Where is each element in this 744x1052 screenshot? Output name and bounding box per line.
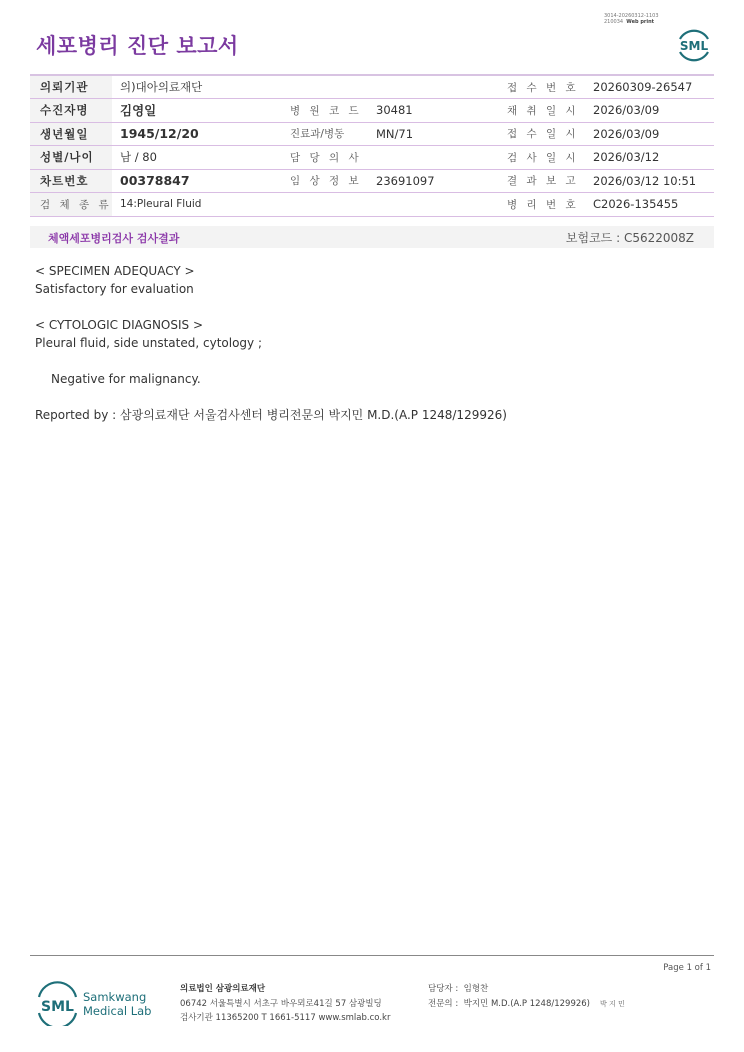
diagnosis-heading: < CYTOLOGIC DIAGNOSIS >	[35, 318, 204, 332]
page-number: Page 1 of 1	[663, 963, 711, 973]
footer-staff	[428, 982, 625, 1011]
result-section-header	[30, 226, 714, 248]
value-accession-number: 20260309-26547	[585, 75, 714, 99]
samkwang-logo-mark: SML	[41, 999, 74, 1015]
diagnosis-text: Pleural fluid, side unstated, cytology ;	[35, 336, 262, 350]
sml-logo	[674, 24, 714, 64]
value-department-ward: MN/71	[368, 122, 499, 146]
adequacy-heading: < SPECIMEN ADEQUACY >	[35, 264, 195, 278]
value-requesting-institution: 의)대아의료재단	[112, 75, 499, 99]
value-clinical-info: 23691097	[368, 169, 499, 193]
label-hospital-code: 병 원 코 드	[282, 99, 368, 123]
table-row	[30, 122, 714, 146]
org-name: 의료법인 삼광의료재단	[180, 984, 266, 994]
table-row	[30, 99, 714, 123]
signature: 박 지 민	[600, 999, 625, 1008]
insurance-code: 보험코드 : C5622008Z	[565, 231, 694, 245]
reported-by: Reported by : 삼광의료재단 서울검사센터 병리전문의 박지민 M.D.(A.P 1248/129926)	[35, 408, 507, 422]
value-birth-date: 1945/12/20	[112, 122, 282, 146]
table-row	[30, 193, 714, 217]
specialist-label: 전문의 :	[428, 998, 459, 1009]
value-collection-date: 2026/03/09	[585, 99, 714, 123]
label-patient-name: 수진자명	[30, 99, 112, 123]
table-row	[30, 146, 714, 170]
print-id-line1: 3014-20260312-1103	[604, 13, 659, 19]
label-result-report: 결 과 보 고	[499, 169, 585, 193]
label-requesting-institution: 의뢰기관	[30, 75, 112, 99]
value-pathology-number: C2026-135455	[585, 193, 714, 217]
staff-name: 임형찬	[463, 984, 489, 994]
label-clinical-info: 임 상 정 보	[282, 169, 368, 193]
label-chart-number: 차트번호	[30, 169, 112, 193]
section-title: 체액세포병리검사 검사결과	[48, 232, 180, 245]
value-attending-physician	[368, 146, 499, 170]
value-sex-age: 남 / 80	[112, 146, 282, 170]
label-test-date: 검 사 일 시	[499, 146, 585, 170]
value-receipt-date: 2026/03/09	[585, 122, 714, 146]
samkwang-logo-line2: Medical Lab	[83, 1004, 152, 1018]
label-specimen-type: 검 체 종 류	[30, 193, 112, 217]
table-row	[30, 75, 714, 99]
sml-logo-text: SML	[679, 39, 709, 53]
label-receipt-date: 접 수 일 시	[499, 122, 585, 146]
value-chart-number: 00378847	[112, 169, 282, 193]
page-title: 세포병리 진단 보고서	[36, 34, 239, 58]
org-contact: 검사기관 11365200 T 1661-5117 www.smlab.co.kr	[180, 1013, 391, 1023]
samkwang-logo	[36, 980, 161, 1026]
diagnosis-result: Negative for malignancy.	[51, 372, 201, 386]
value-test-date: 2026/03/12	[585, 146, 714, 170]
print-id	[604, 13, 659, 25]
label-department-ward: 진료과/병동	[282, 122, 368, 146]
web-print-label: Web print	[626, 19, 655, 25]
staff-label: 담당자 :	[428, 984, 459, 994]
value-hospital-code: 30481	[368, 99, 499, 123]
value-result-report: 2026/03/12 10:51	[585, 169, 714, 193]
label-birth-date: 생년월일	[30, 122, 112, 146]
specialist-name: 박지민 M.D.(A.P 1248/129926)	[463, 998, 590, 1009]
adequacy-text: Satisfactory for evaluation	[35, 282, 194, 296]
table-row	[30, 169, 714, 193]
print-id-code: 210034	[604, 19, 624, 25]
label-collection-date: 채 취 일 시	[499, 99, 585, 123]
footer-organization	[180, 982, 390, 1026]
label-pathology-number: 병 리 번 호	[499, 193, 585, 217]
value-patient-name: 김영일	[112, 99, 282, 123]
footer-divider	[30, 955, 714, 956]
label-attending-physician: 담 당 의 사	[282, 146, 368, 170]
patient-info-table	[30, 74, 714, 217]
org-address: 06742 서울특별시 서초구 바우뫼로41길 57 삼광빌딩	[180, 998, 382, 1009]
label-accession-number: 접 수 번 호	[499, 75, 585, 99]
label-sex-age: 성별/나이	[30, 146, 112, 170]
samkwang-logo-line1: Samkwang	[83, 990, 147, 1004]
value-specimen-type: 14:Pleural Fluid	[112, 193, 499, 217]
report-body	[35, 262, 507, 424]
